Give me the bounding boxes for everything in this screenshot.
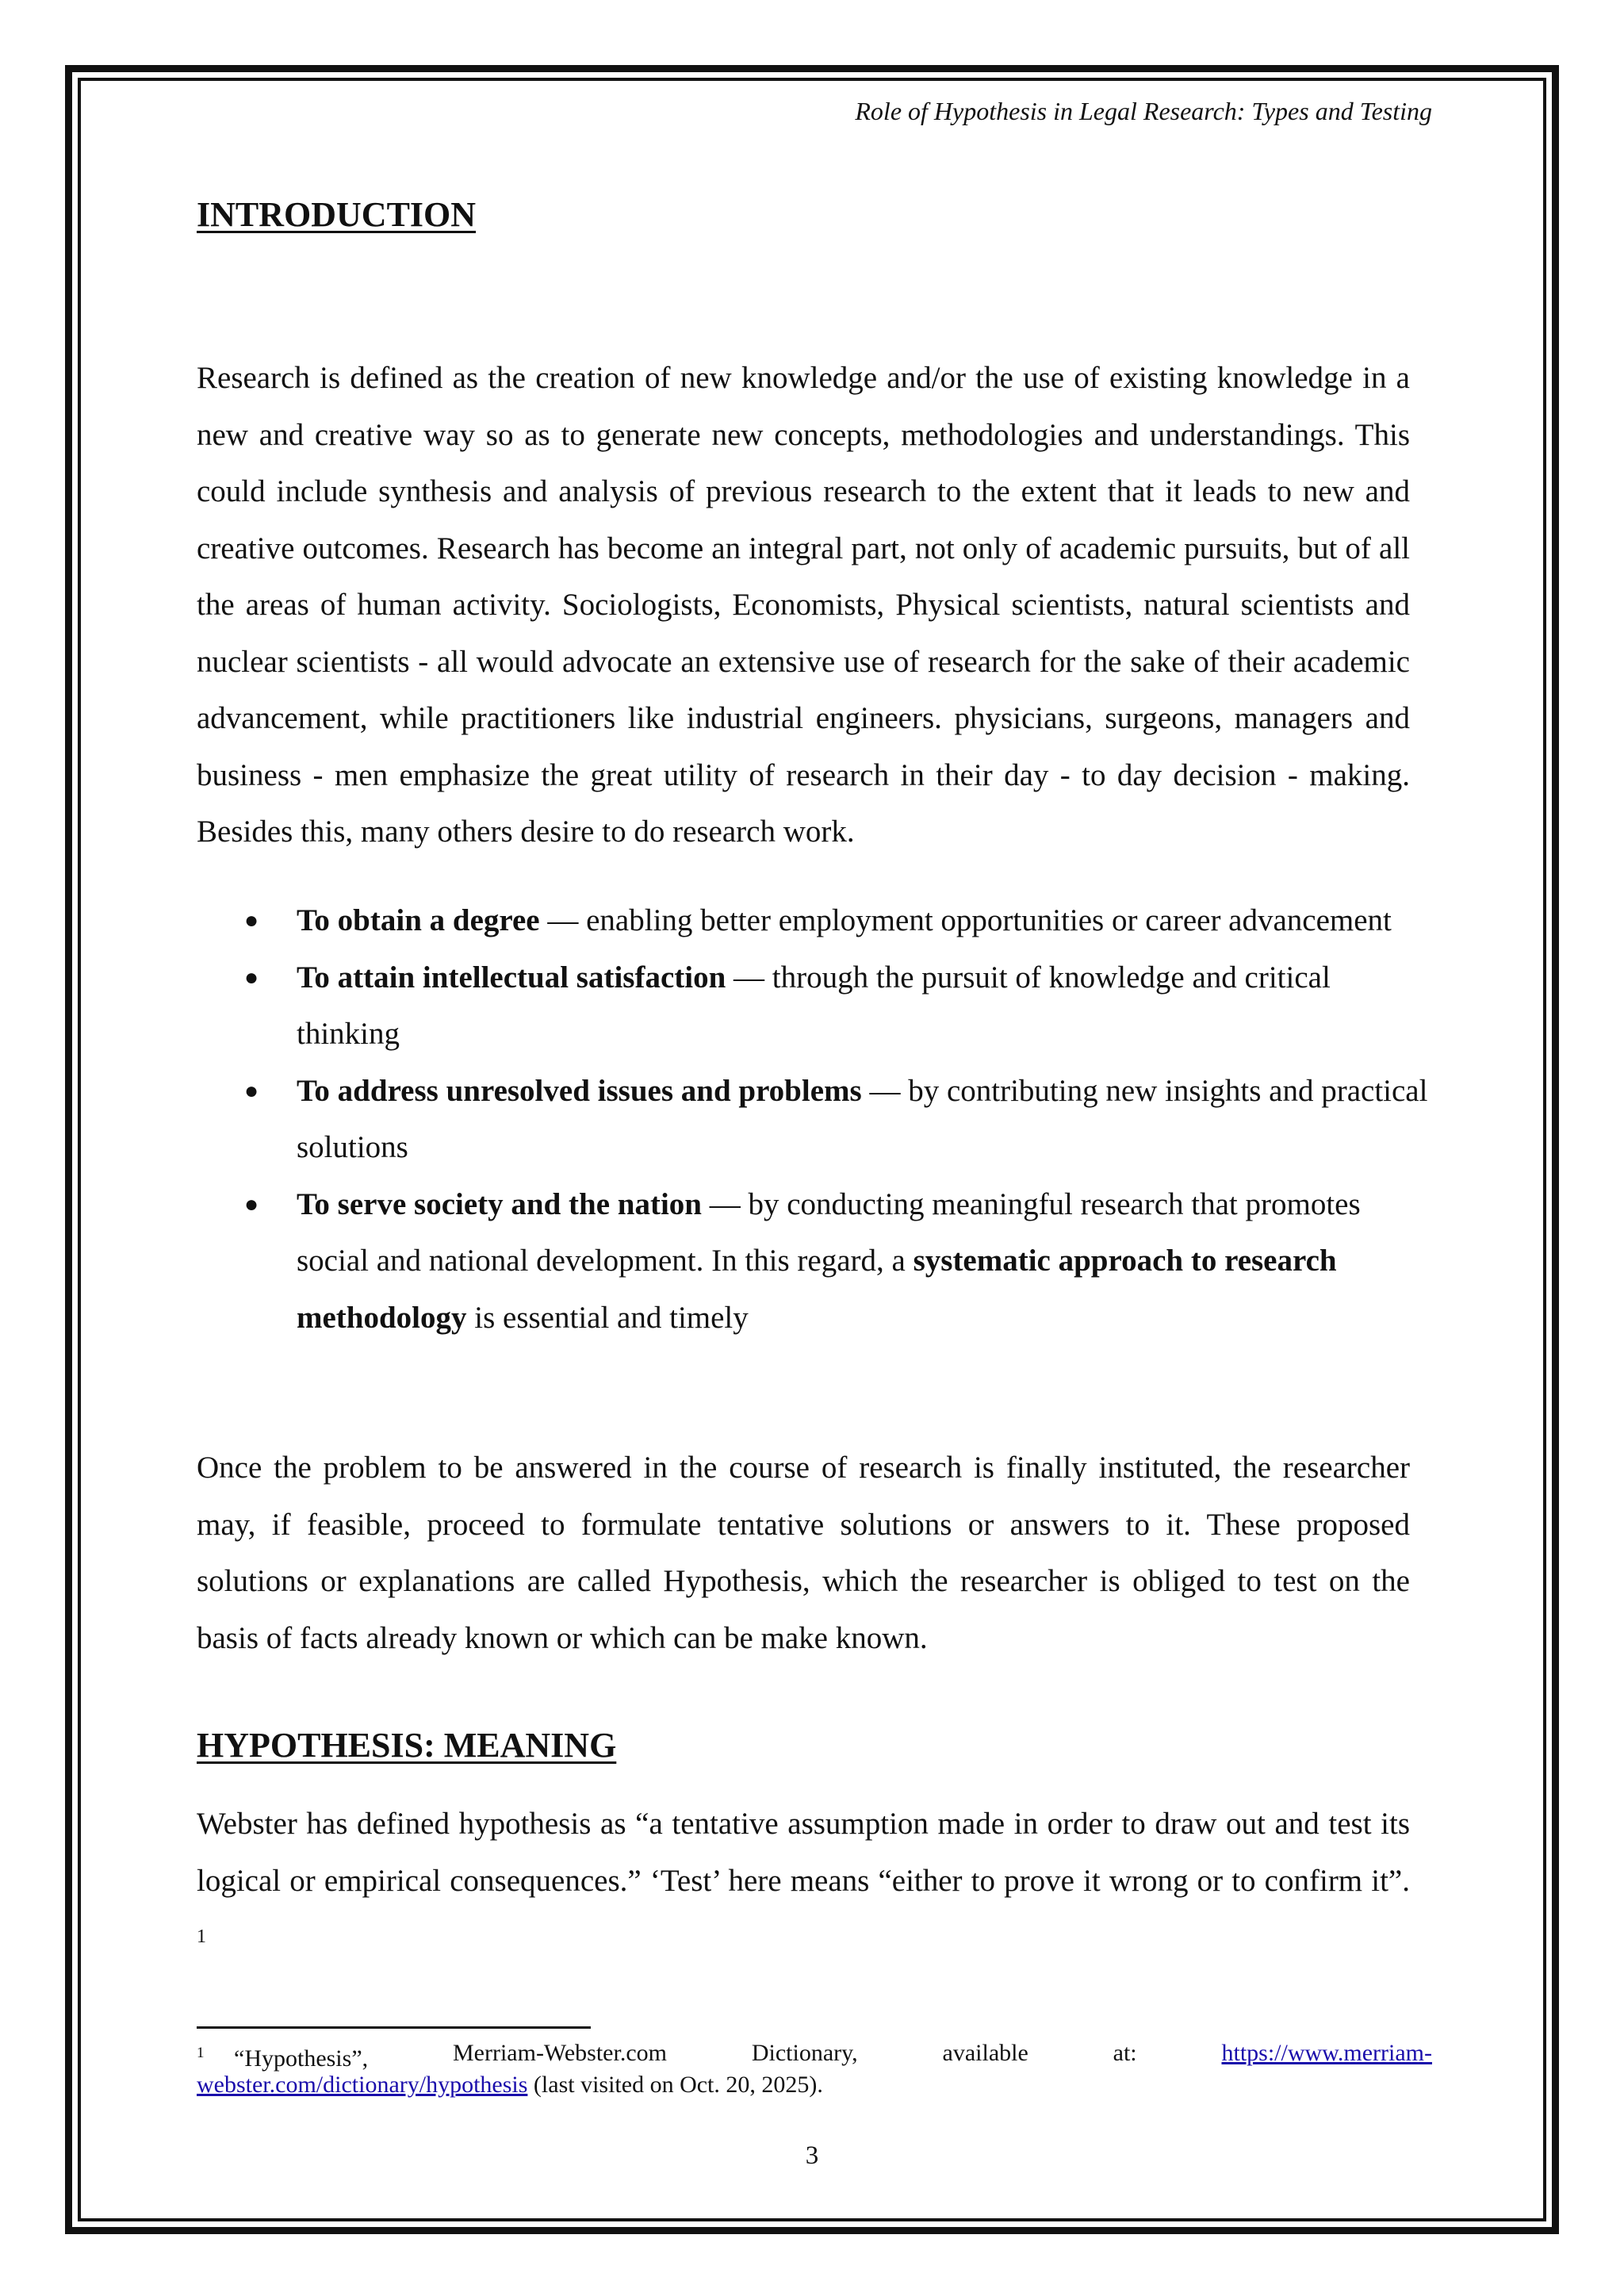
footnote-word: Dictionary, — [751, 2040, 858, 2066]
footnote-word: at: — [1113, 2040, 1137, 2066]
hypothesis-intro-paragraph: Once the problem to be answered in the course of research is finally instituted, the researcher may, if feasible, proceed to formulate tentative solutions or answers to it. These proposed solutions or explanations are called Hypothesis, which the researcher is obliged to test on the basis of facts already known or which can be make known. — [197, 1451, 1410, 1655]
bullet-text: is essential and timely — [466, 1300, 749, 1335]
footnote-line — [197, 2072, 1432, 2098]
bullet-icon: ● — [244, 964, 259, 991]
purpose-bullet-list — [197, 892, 1434, 1346]
bullet-icon: ● — [244, 907, 259, 933]
bullet-text: — enabling better employment opportunities or career advancement — [539, 903, 1392, 937]
bullet-bold-text: To obtain a degree — [297, 903, 540, 937]
introduction-paragraph: Research is defined as the creation of new knowledge and/or the use of existing knowledge in a new and creative way so as to generate new concepts, methodologies and understandings. This could include synthesis and analysis of previous research to the extent that it leads to new and creative outcomes. Research has become an integral part, not only of academic pursuits, but of all the areas of human activity. Sociologists, Economists, Physical scientists, natural scientists and nuclear scientists - all would advocate an extensive use of research for the sake of their academic advancement, while practitioners like industrial engineers. physicians, surgeons, managers and business - men emphasize the great utility of research in their day - to day decision - making. Besides this, many others desire to do research work. — [197, 361, 1410, 849]
meaning-text: Webster has defined hypothesis as “a tentative assumption made in order to draw out and test its logical or empirical consequences.” ‘Test’ here means “either to prove it wrong or to confirm it”. — [197, 1807, 1410, 1898]
footnote — [197, 2040, 1432, 2098]
footnote-word: $^1$ “Hypothesis”, — [197, 2045, 369, 2072]
introduction-heading: INTRODUCTION — [197, 195, 477, 234]
footnote-separator — [197, 2026, 591, 2029]
list-item — [197, 949, 1434, 1063]
footnote-word: available — [942, 2040, 1028, 2066]
bullet-icon: ● — [244, 1077, 259, 1104]
footnote-link[interactable]: https://www.merriam- — [1221, 2040, 1432, 2066]
hypothesis-meaning-paragraph — [197, 1796, 1410, 1972]
footnote-reference[interactable]: 1 — [197, 1926, 206, 1947]
bullet-icon: ● — [244, 1190, 259, 1217]
footnote-word: Merriam-Webster.com — [452, 2040, 667, 2066]
bullet-bold-text: To serve society and the nation — [297, 1186, 702, 1221]
running-head: Role of Hypothesis in Legal Research: Types and Testing — [855, 97, 1432, 125]
list-item — [197, 1176, 1434, 1347]
footnote-tail: (last visited on Oct. 20, 2025). — [527, 2072, 823, 2098]
bullet-text: — by contributing new insights and practical solutions — [297, 1073, 1428, 1164]
hypothesis-meaning-heading: HYPOTHESIS: MEANING — [197, 1726, 617, 1765]
footnote-line — [197, 2040, 1432, 2072]
bullet-text: — by conducting meaningful research that promotes social and national development. In this regard, a — [297, 1186, 1361, 1278]
footnote-link[interactable]: webster.com/dictionary/hypothesis — [197, 2072, 528, 2098]
footnote-number: 1 — [197, 2045, 205, 2061]
list-item — [197, 892, 1434, 949]
bullet-bold-text: To address unresolved issues and problems — [297, 1073, 862, 1108]
bullet-text: — through the pursuit of knowledge and critical thinking — [297, 960, 1331, 1051]
page-number: 3 — [805, 2141, 819, 2170]
bullet-bold-text: systematic approach to research methodology — [297, 1244, 1337, 1335]
list-item — [197, 1063, 1434, 1176]
bullet-bold-text: To attain intellectual satisfaction — [297, 960, 726, 995]
